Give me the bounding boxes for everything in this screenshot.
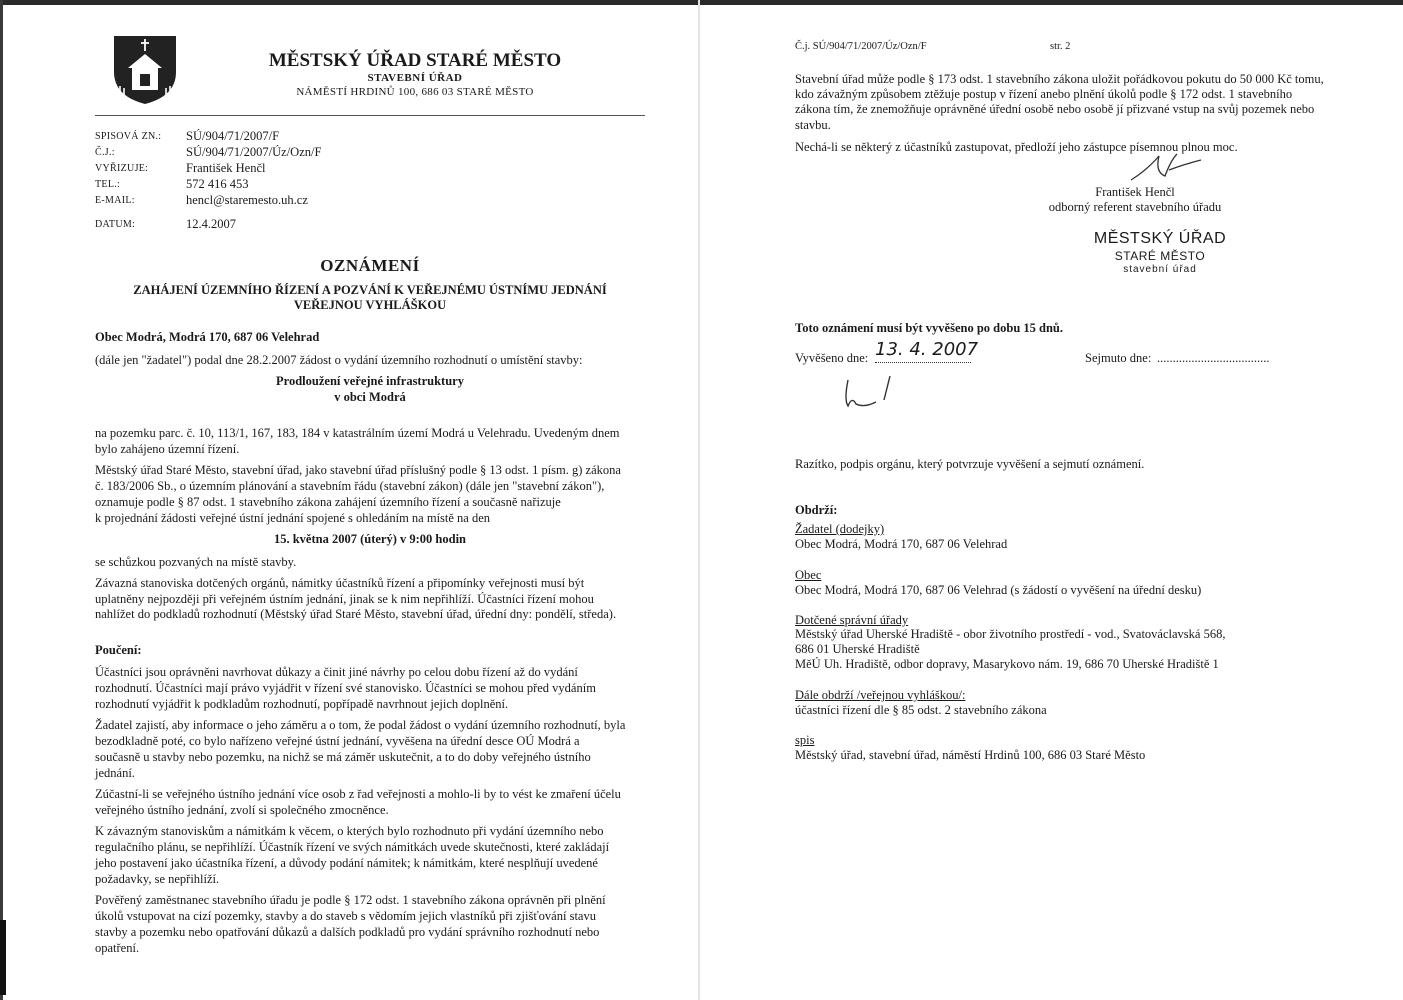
para-5a: Účastníci jsou oprávněni navrhovat důkazy a činit jiné návrhy po celou dobu řízení až do vydání <box>95 665 578 679</box>
spisova-value: SÚ/904/71/2007/F <box>186 129 280 143</box>
stamp-line-1: MĚSTSKÝ ÚŘAD <box>1093 230 1227 247</box>
group-authorities-heading: Dotčené správní úřady <box>795 613 909 627</box>
para-8d: požadavky, se nepřihlíží. <box>95 872 220 886</box>
datum-value: 12.4.2007 <box>186 217 236 231</box>
para-8a: K závazným stanoviskům a námitkám k věcem, o kterých bylo rozhodnuto při vydání územního nebo <box>95 824 604 838</box>
header-rule <box>95 115 645 116</box>
recipients-heading: Obdrží: <box>795 503 838 517</box>
para-6c: současně u stavby nebo pozemku, na nichž se má záměr uskutečnit, a to do doby veřejného ústního <box>95 750 591 764</box>
group-authorities-line-3: MěÚ Uh. Hradiště, odbor dopravy, Masarykovo nám. 19, 686 70 Uherské Hradiště 1 <box>795 657 1219 671</box>
doc-subtitle-2: VEŘEJNOU VYHLÁŠKOU <box>293 298 447 312</box>
page-reference: Č.j. SÚ/904/71/2007/Úz/Ozn/F <box>795 41 927 52</box>
posted-date: 13. 4. 2007 <box>875 339 979 360</box>
group-obec-heading: Obec <box>795 568 822 582</box>
officer-signature-icon <box>1125 140 1205 190</box>
email-value: hencl@staremesto.uh.cz <box>186 193 308 207</box>
project-name-2: v obci Modrá <box>334 390 406 404</box>
para-1b: bylo zahájeno územní řízení. <box>95 442 240 456</box>
para-6d: jednání. <box>95 766 135 780</box>
para-7b: veřejného ústního jednání, zvolí si společného zmocněnce. <box>95 803 389 817</box>
posted-date-line <box>875 362 971 363</box>
para-9b: úkolů vstupovat na cizí pozemky, stavby a do staveb s vědomím jejich vlastníků při zjišťování stavu <box>95 909 596 923</box>
posting-signature-icon <box>838 370 908 420</box>
group-authorities-line-1: Městský úřad Uherské Hradiště - obor životního prostředí - vod., Svatováclavská 568, <box>795 627 1226 641</box>
para-9a: Pověřený zaměstnanec stavebního úřadu je podle § 172 odst. 1 stavebního zákona oprávněn při plnění <box>95 893 606 907</box>
project-name-1: Prodloužení veřejné infrastruktury <box>276 374 464 388</box>
para-7a: Zúčastní-li se veřejného ústního jednání více osob z řad veřejnosti a mohlo-li by to vést ke zmaření účelu <box>95 787 621 801</box>
group-public-heading: Dále obdrží /veřejnou vyhláškou/: <box>795 688 966 702</box>
page-number: str. 2 <box>1050 41 1071 52</box>
signer-name: František Henčl <box>1095 185 1175 199</box>
applicant: Obec Modrá, Modrá 170, 687 06 Velehrad <box>95 330 320 344</box>
para-4c: nahlížet do podkladů rozhodnutí (Městský úřad Staré Město, stavební úřad, úřední dny: pondělí, středa). <box>95 607 617 621</box>
vyrizuje-value: František Henčl <box>186 161 266 175</box>
vyrizuje-label: VYŘIZUJE: <box>95 163 149 174</box>
spisova-label: SPISOVÁ ZN.: <box>95 131 162 142</box>
datum-label: DATUM: <box>95 219 136 230</box>
scan-top-edge <box>0 0 1403 5</box>
removed-date-dots: .................................... <box>1157 351 1270 365</box>
para-8b: regulačního plánu, se nepřihlíží. Účastník řízení ve svých námitkách uvede skutečnosti, které zakládají <box>95 840 610 854</box>
para-5c: rozhodnutí vyjádřit k podkladům rozhodnutí, popřípadě navrhnout jejich doplnění. <box>95 697 509 711</box>
fine-para-d: stavbu. <box>795 118 831 132</box>
para-1a: na pozemku parc. č. 10, 113/1, 167, 183, 184 v katastrálním území Modrá u Velehradu. Uvedeným dnem <box>95 426 620 440</box>
pouceni-heading: Poučení: <box>95 643 142 657</box>
stamp-line-3: stavební úřad <box>1123 264 1197 275</box>
signer-role: odborný referent stavebního úřadu <box>1048 200 1222 214</box>
cj-value: SÚ/904/71/2007/Úz/Ozn/F <box>186 145 322 159</box>
para-2d: k projednání žádosti veřejné ústní jednání spojené s ohledáním na místě na den <box>95 511 491 525</box>
page-fold <box>698 0 700 1000</box>
scan-edge-mark <box>0 920 6 995</box>
tel-value: 572 416 453 <box>186 177 249 191</box>
group-file-heading: spis <box>795 733 815 747</box>
fine-para-c: zákona tím, že znemožňuje oprávněné úřední osobě nebo osobě jí přizvané vstup na svůj pozemek nebo <box>795 102 1315 116</box>
email-label: E-MAIL: <box>95 195 135 206</box>
posting-notice: Toto oznámení musí být vyvěšeno po dobu 15 dnů. <box>795 321 1064 335</box>
para-9d: opatření. <box>95 941 140 955</box>
group-applicant-heading: Žadatel (dodejky) <box>795 522 885 536</box>
para-5b: rozhodnutí. Účastníci mají právo vyjádřit v řízení své stanovisko. Účastníci se mohou před vydáním <box>95 681 596 695</box>
office-address: NÁMĚSTÍ HRDINŮ 100, 686 03 STARÉ MĚSTO <box>296 86 534 98</box>
group-obec-line: Obec Modrá, Modrá 170, 687 06 Velehrad (s žádostí o vyvěšení na úřední desku) <box>795 583 1202 597</box>
meeting-date: 15. května 2007 (úterý) v 9:00 hodin <box>273 532 467 546</box>
para-8c: jeho postavení jako účastníka řízení, a důvody podání námitek; k námitkám, které nesplňují uvedené <box>95 856 598 870</box>
para-2b: č. 183/2006 Sb., o územním plánování a stavebním řádu (stavební zákon) (dále jen "stavební zákon"), <box>95 479 605 493</box>
doc-subtitle-1: ZAHÁJENÍ ÚZEMNÍHO ŘÍZENÍ A POZVÁNÍ K VEŘEJNÉMU ÚSTNÍMU JEDNÁNÍ <box>133 283 607 297</box>
group-authorities-line-2: 686 01 Uherské Hradiště <box>795 642 920 656</box>
office-dept: STAVEBNÍ ÚŘAD <box>367 72 463 84</box>
application-line: (dále jen "žadatel") podal dne 28.2.2007 žádost o vydání územního rozhodnutí o umístění stavby: <box>95 353 583 367</box>
fine-para-b: kdo závažným způsobem ztěžuje postup v řízení anebo plnění úkolů podle § 172 odst. 1 stavebního <box>795 87 1293 101</box>
cj-label: Č.J.: <box>95 147 115 158</box>
group-public-line: účastníci řízení dle § 85 odst. 2 stavebního zákona <box>795 703 1047 717</box>
representation-para: Nechá-li se některý z účastníků zastupovat, předloží jeho zástupce písemnou plnou moc. <box>795 140 1238 154</box>
stamp-line-2: STARÉ MĚSTO <box>1114 249 1206 263</box>
office-name: MĚSTSKÝ ÚŘAD STARÉ MĚSTO <box>268 50 562 71</box>
para-6b: bezodkladně poté, co bylo nařízeno veřejné ústní jednání, vyvěšena na úřední desce OÚ Modrá a <box>95 734 580 748</box>
para-9c: stavby a pozemku nebo opatřování důkazů a dalších podkladů pro vydání správního rozhodnutí nebo <box>95 925 600 939</box>
fine-para-a: Stavební úřad může podle § 173 odst. 1 stavebního zákona uložit pořádkovou pokutu do 50 000 Kč tomu, <box>795 72 1324 86</box>
para-2a: Městský úřad Staré Město, stavební úřad, jako stavební úřad příslušný podle § 13 odst. 1 písm. g) zákona <box>95 463 621 477</box>
para-3: se schůzkou pozvaných na místě stavby. <box>95 555 297 569</box>
removed-label: Sejmuto dne: <box>1085 351 1152 365</box>
coat-of-arms-icon <box>112 34 178 106</box>
para-4b: uplatněny nejpozději při veřejném ústním jednání, jinak se k nim nepřihlíží. Účastníci řízení mohou <box>95 592 594 606</box>
scan-left-edge <box>0 0 3 1000</box>
stamp-note: Razítko, podpis orgánu, který potvrzuje vyvěšení a sejmutí oznámení. <box>795 457 1145 471</box>
group-applicant-line: Obec Modrá, Modrá 170, 687 06 Velehrad <box>795 537 1008 551</box>
para-2c: oznamuje podle § 87 odst. 1 stavebního zákona zahájení územního řízení a současně nařizuje <box>95 495 561 509</box>
tel-label: TEL.: <box>95 179 121 190</box>
para-4a: Závazná stanoviska dotčených orgánů, námitky účastníků řízení a připomínky veřejnosti musí být <box>95 576 585 590</box>
posted-label: Vyvěšeno dne: <box>795 351 869 365</box>
doc-title: OZNÁMENÍ <box>320 256 420 275</box>
para-6a: Žadatel zajistí, aby informace o jeho záměru a o tom, že podal žádost o vydání územního rozhodnutí, byla <box>95 718 626 732</box>
group-file-line: Městský úřad, stavební úřad, náměstí Hrdinů 100, 686 03 Staré Město <box>795 748 1146 762</box>
